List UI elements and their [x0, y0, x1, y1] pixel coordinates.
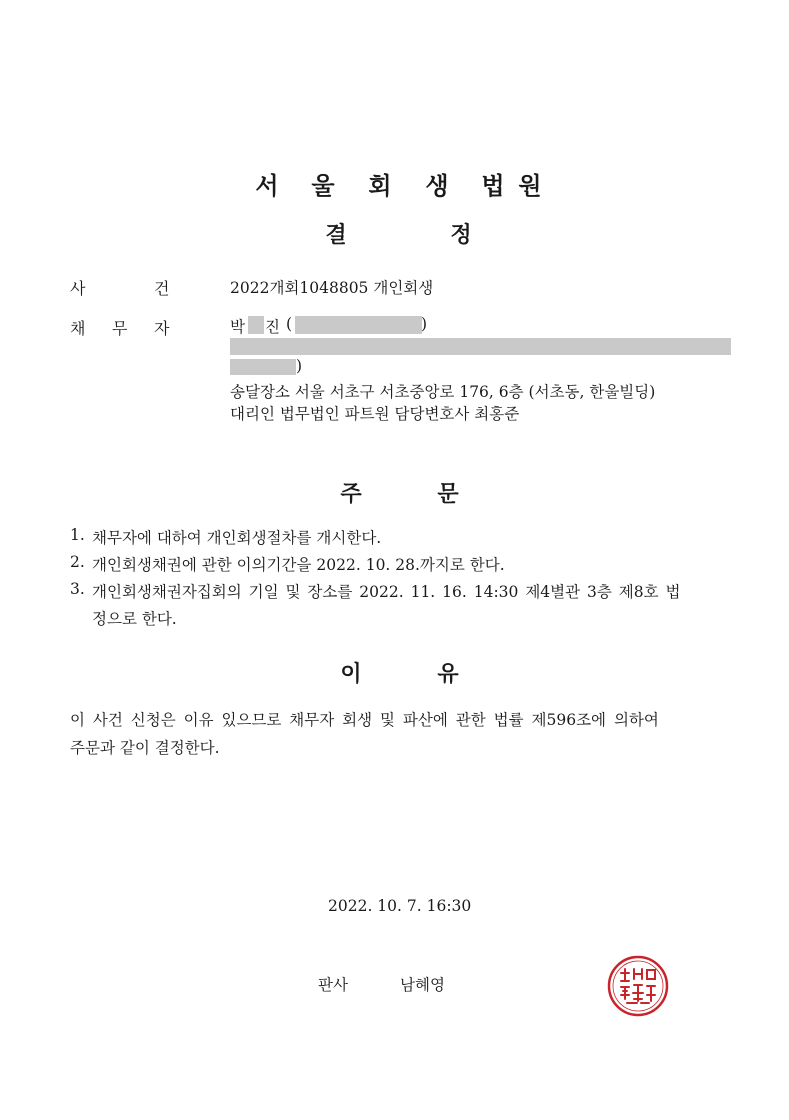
judge-name: 남혜영 — [400, 976, 445, 994]
legal-agent: 대리인 법무법인 파트원 담당변호사 최홍준 — [230, 405, 520, 423]
order-number: 1. — [70, 526, 85, 544]
court-title-char: 회 — [368, 172, 392, 200]
reason-text: 주문과 같이 결정한다. — [70, 739, 220, 757]
order-number: 2. — [70, 553, 85, 571]
debtor-label-char: 자 — [154, 319, 170, 338]
redaction-id — [295, 316, 422, 334]
order-text: 채무자에 대하여 개인회생절차를 개시한다. — [92, 529, 382, 547]
court-title — [0, 166, 789, 200]
doc-type-char: 정 — [450, 223, 472, 248]
court-title-char: 울 — [311, 172, 335, 200]
reason-heading-char: 유 — [437, 662, 459, 687]
order-heading-char: 주 — [340, 482, 362, 507]
service-address: 송달장소 서울 서초구 서초중앙로 176, 6층 (서초동, 한울빌딩) — [230, 383, 656, 401]
order-text-continued: 정으로 한다. — [92, 610, 177, 628]
court-title-char: 원 — [518, 172, 542, 200]
case-label-char: 사 — [70, 279, 86, 298]
court-title-char: 법 — [481, 172, 505, 200]
case-number: 2022개회1048805 개인회생 — [230, 279, 434, 297]
open-paren: ( — [286, 315, 293, 333]
address-close-paren: ) — [296, 357, 303, 375]
court-title-char: 서 — [255, 172, 279, 200]
debtor-name-first: 박 — [230, 318, 245, 336]
reason-text: 이 사건 신청은 이유 있으므로 채무자 회생 및 파산에 관한 법률 제596조에 의하여 — [70, 711, 659, 729]
doc-type-char: 결 — [325, 223, 347, 248]
order-heading-char: 문 — [437, 482, 459, 507]
court-seal-icon — [607, 955, 669, 1017]
order-text: 개인회생채권자집회의 기일 및 장소를 2022. 11. 16. 14:30 제4별관 3층 제8호 법 — [92, 583, 681, 601]
case-label-char: 건 — [154, 279, 170, 298]
court-title-char: 생 — [425, 172, 449, 200]
order-text: 개인회생채권에 관한 이의기간을 2022. 10. 28.까지로 한다. — [92, 556, 505, 574]
redaction-address-cont — [230, 359, 296, 375]
close-paren: ) — [421, 315, 428, 333]
redaction-name — [248, 316, 264, 334]
decision-date: 2022. 10. 7. 16:30 — [328, 897, 472, 915]
debtor-label-char: 채 — [70, 319, 86, 338]
reason-heading-char: 이 — [340, 662, 362, 687]
order-number: 3. — [70, 580, 85, 598]
redaction-address — [230, 338, 731, 355]
judge-label: 판사 — [318, 976, 348, 994]
debtor-name-last: 진 — [265, 318, 280, 336]
debtor-label-char: 무 — [112, 319, 128, 338]
